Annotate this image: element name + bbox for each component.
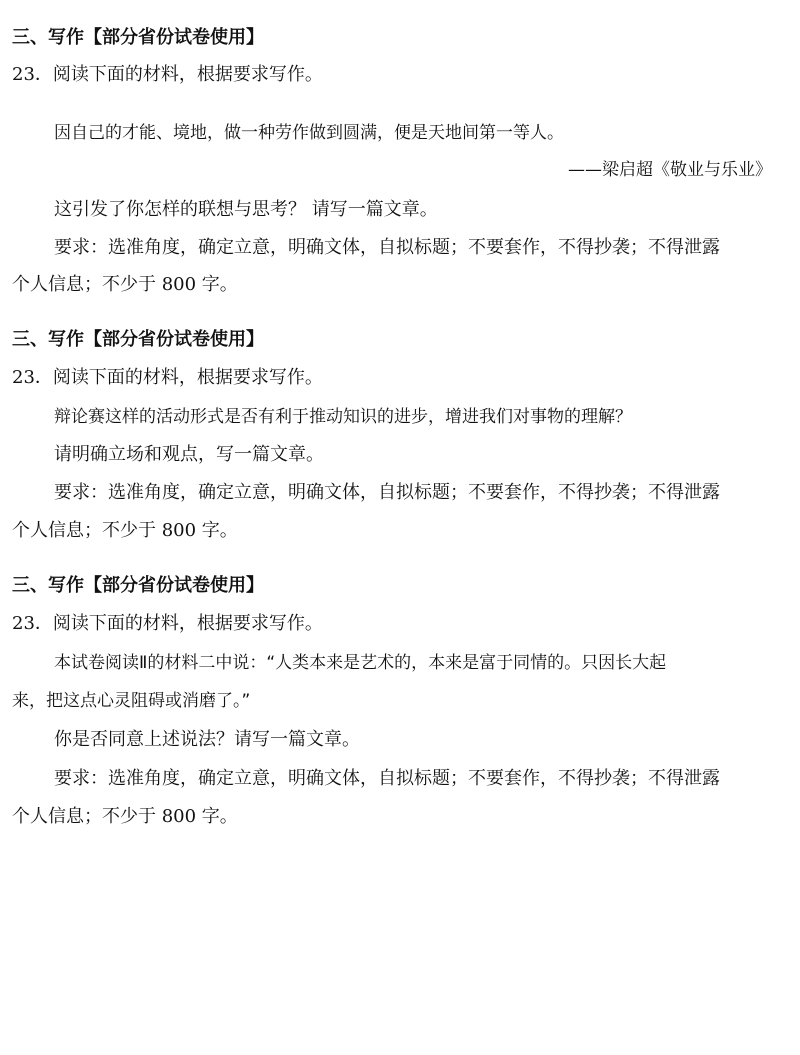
material-quote: 因自己的才能、境地，做一种劳作做到圆满，便是天地间第一等人。 <box>54 123 564 143</box>
requirement-text: 要求：选准角度，确定立意，明确文体，自拟标题；不要套作，不得抄袭；不得泄露 <box>54 768 720 789</box>
question-line: 23．阅读下面的材料，根据要求写作。 <box>12 64 323 85</box>
material-quote: 本试卷阅读Ⅱ的材料二中说：“人类本来是艺术的，本来是富于同情的。只因长大起 <box>54 653 667 673</box>
requirement-text: 要求：选准角度，确定立意，明确文体，自拟标题；不要套作，不得抄袭；不得泄露 <box>54 482 720 503</box>
writing-prompt: 请明确立场和观点，写一篇文章。 <box>54 444 324 465</box>
requirement-text-continued: 个人信息；不少于 800 字。 <box>12 806 238 827</box>
question-line: 23．阅读下面的材料，根据要求写作。 <box>12 367 323 388</box>
requirement-text-continued: 个人信息；不少于 800 字。 <box>12 520 238 541</box>
question-line: 23．阅读下面的材料，根据要求写作。 <box>12 613 323 634</box>
requirement-text: 要求：选准角度，确定立意，明确文体，自拟标题；不要套作，不得抄袭；不得泄露 <box>54 237 720 258</box>
section-heading: 三、写作【部分省份试卷使用】 <box>12 27 264 48</box>
material-quote-continued: 来，把这点心灵阻碍或消磨了。” <box>12 691 251 711</box>
material-quote: 辩论赛这样的活动形式是否有利于推动知识的进步，增进我们对事物的理解？ <box>54 407 632 427</box>
section-heading: 三、写作【部分省份试卷使用】 <box>12 329 264 350</box>
writing-prompt: 这引发了你怎样的联想与思考？ 请写一篇文章。 <box>54 199 438 220</box>
section-heading: 三、写作【部分省份试卷使用】 <box>12 575 264 596</box>
quote-attribution: ——梁启超《敬业与乐业》 <box>568 160 772 180</box>
requirement-text-continued: 个人信息；不少于 800 字。 <box>12 274 238 295</box>
writing-prompt: 你是否同意上述说法？请写一篇文章。 <box>54 729 360 750</box>
